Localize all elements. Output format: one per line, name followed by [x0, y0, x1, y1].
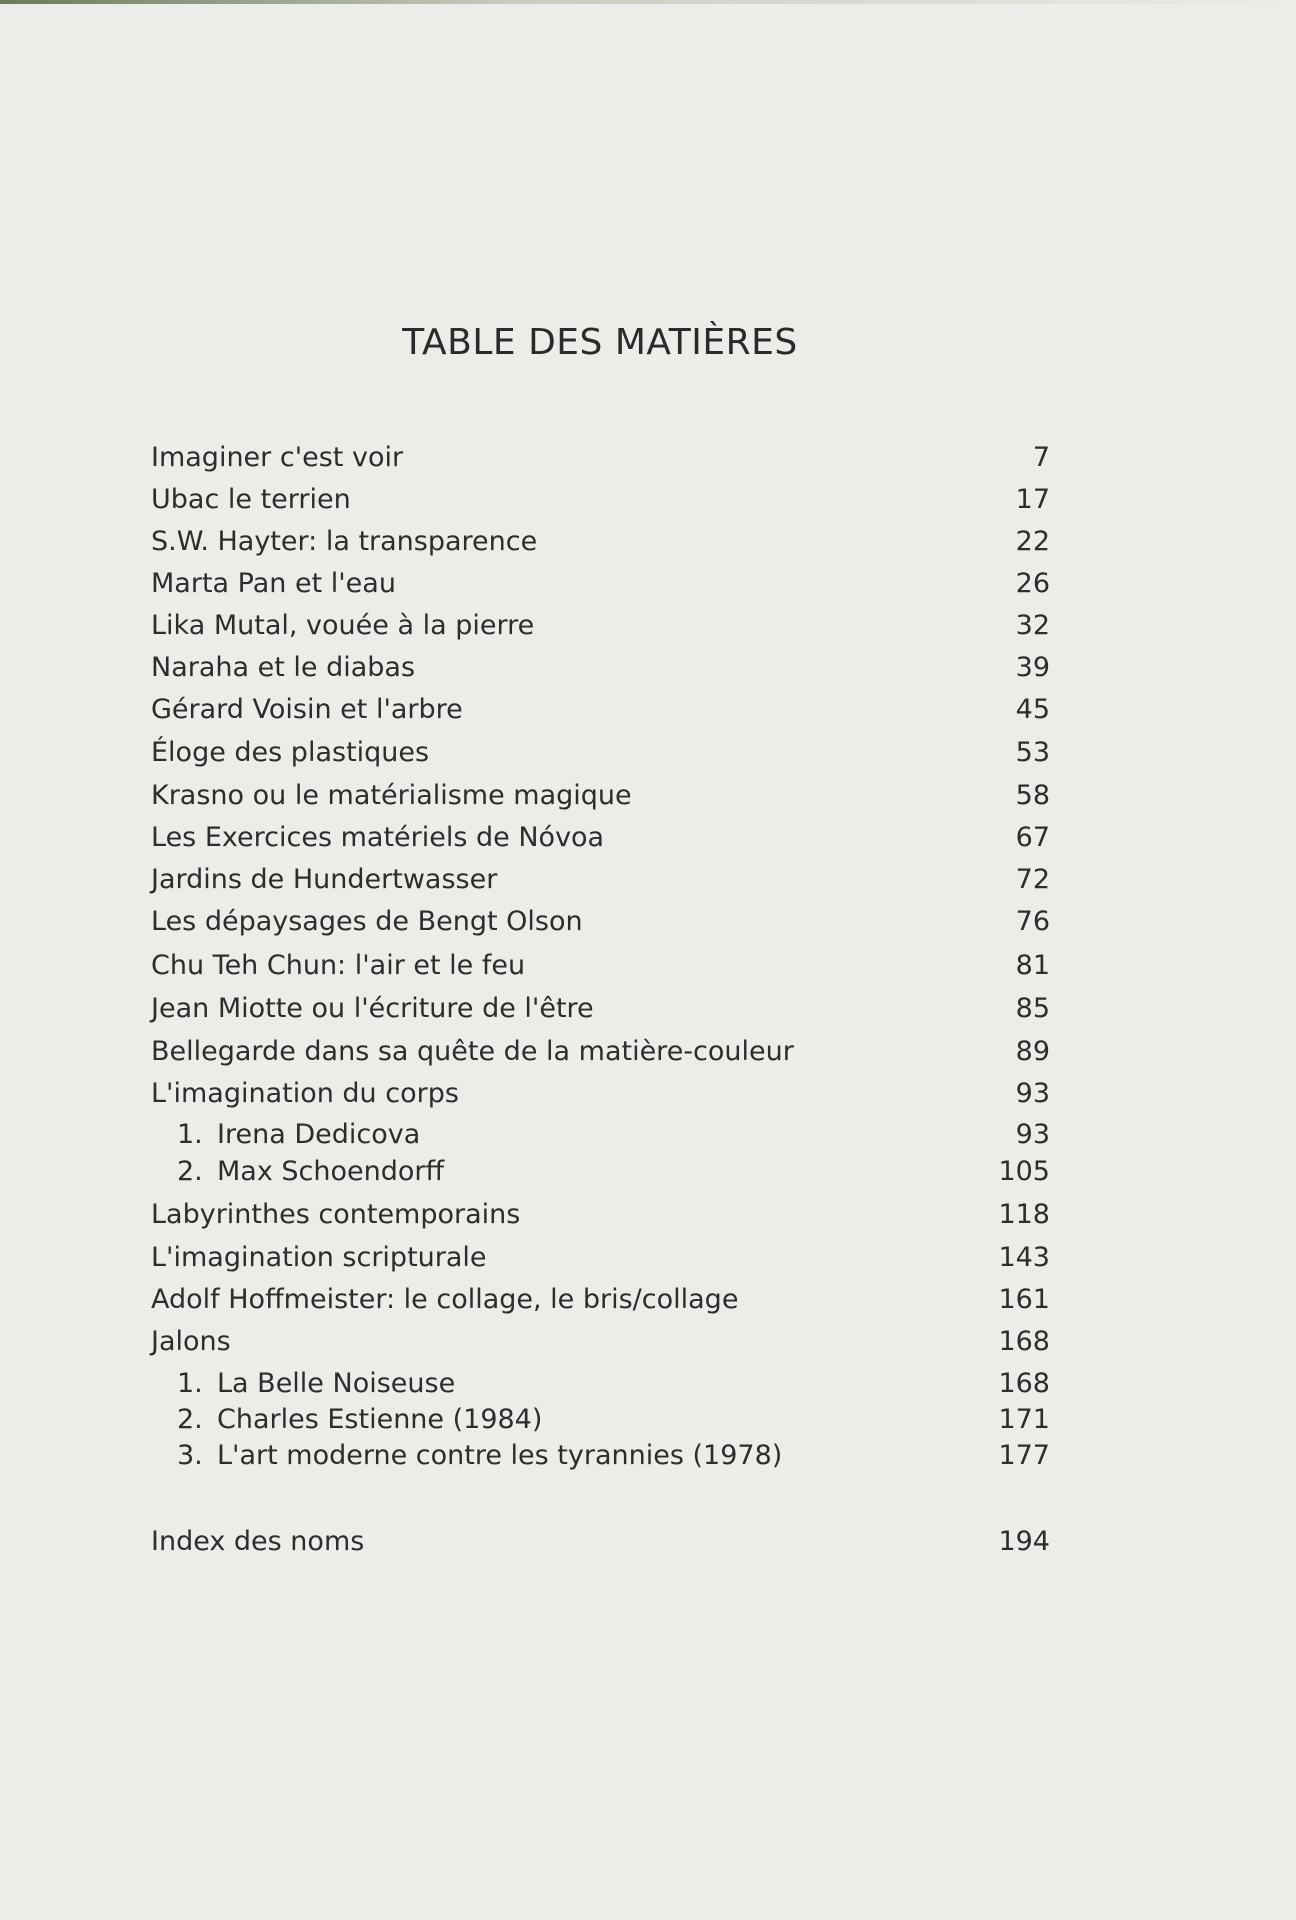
toc-entry-title: Ubac le terrien — [151, 484, 351, 515]
toc-entry[interactable] — [151, 1034, 1050, 1070]
toc-entry-page: 45 — [1015, 694, 1050, 725]
toc-entry[interactable] — [151, 1524, 1050, 1560]
toc-entry-page: 168 — [998, 1326, 1050, 1357]
toc-entry[interactable] — [151, 778, 1050, 814]
toc-entry-page: 39 — [1015, 652, 1050, 683]
toc-entry-title: Imaginer c'est voir — [151, 442, 404, 473]
toc-entry[interactable] — [151, 650, 1050, 686]
toc-entry-title: Labyrinthes contemporains — [151, 1199, 521, 1230]
toc-entry[interactable] — [151, 608, 1050, 644]
toc-entry[interactable] — [151, 948, 1050, 984]
toc-entry-title: Chu Teh Chun: l'air et le feu — [151, 950, 526, 981]
toc-entry-title: Index des noms — [151, 1526, 365, 1557]
toc-entry-page: 194 — [998, 1526, 1050, 1557]
toc-entry-title: Charles Estienne (1984) — [217, 1404, 543, 1435]
toc-entry-page: 143 — [998, 1242, 1050, 1273]
toc-entry[interactable] — [151, 524, 1050, 560]
page-title: TABLE DES MATIÈRES — [402, 322, 798, 363]
toc-entry[interactable] — [151, 692, 1050, 728]
toc-subentry-number: 1. — [177, 1368, 203, 1399]
toc-entry[interactable] — [151, 440, 1050, 476]
toc-entry-title: L'art moderne contre les tyrannies (1978) — [217, 1440, 783, 1471]
toc-entry-title: Naraha et le diabas — [151, 652, 416, 683]
toc-entry-title: Lika Mutal, vouée à la pierre — [151, 610, 535, 641]
toc-entry-title: Les dépaysages de Bengt Olson — [151, 906, 583, 937]
toc-entry[interactable] — [151, 1282, 1050, 1318]
toc-subentry-number: 2. — [177, 1404, 203, 1435]
toc-entry-title: Jardins de Hundertwasser — [151, 864, 498, 895]
toc-entry[interactable] — [151, 482, 1050, 518]
toc-entry-page: 67 — [1015, 822, 1050, 853]
toc-entry-title: Krasno ou le matérialisme magique — [151, 780, 632, 811]
toc-entry[interactable] — [151, 904, 1050, 940]
toc-entry-page: 58 — [1015, 780, 1050, 811]
toc-entry-page: 53 — [1015, 737, 1050, 768]
toc-entry-title: L'imagination du corps — [151, 1078, 459, 1109]
toc-entry-page: 85 — [1015, 993, 1050, 1024]
toc-entry-title: S.W. Hayter: la transparence — [151, 526, 538, 557]
toc-entry-title: Jalons — [151, 1326, 231, 1357]
toc-entry-page: 7 — [1032, 442, 1050, 473]
toc-entry-title: Bellegarde dans sa quête de la matière-couleur — [151, 1036, 794, 1067]
toc-entry-title: Jean Miotte ou l'écriture de l'être — [151, 993, 594, 1024]
toc-entry-page: 93 — [1015, 1078, 1050, 1109]
toc-entry-title: Max Schoendorff — [217, 1156, 445, 1187]
toc-entry-title: Irena Dedicova — [217, 1119, 421, 1150]
toc-entry-page: 89 — [1015, 1036, 1050, 1067]
toc-entry-page: 171 — [998, 1404, 1050, 1435]
toc-entry-page: 177 — [998, 1440, 1050, 1471]
toc-entry[interactable] — [151, 735, 1050, 771]
page-top-edge — [0, 0, 1296, 4]
toc-entry-page: 105 — [998, 1156, 1050, 1187]
toc-entry-title: L'imagination scripturale — [151, 1242, 487, 1273]
toc-entry-title: Les Exercices matériels de Nóvoa — [151, 822, 605, 853]
toc-entry-title: Marta Pan et l'eau — [151, 568, 396, 599]
toc-subentry[interactable] — [151, 1117, 1050, 1153]
toc-entry[interactable] — [151, 1324, 1050, 1360]
toc-subentry-number: 1. — [177, 1119, 203, 1150]
toc-subentry-number: 2. — [177, 1156, 203, 1187]
toc-entry[interactable] — [151, 1076, 1050, 1112]
toc-entry-page: 26 — [1015, 568, 1050, 599]
toc-entry[interactable] — [151, 820, 1050, 856]
toc-subentry[interactable] — [151, 1366, 1050, 1402]
toc-entry[interactable] — [151, 1197, 1050, 1233]
toc-entry-page: 22 — [1015, 526, 1050, 557]
toc-entry[interactable] — [151, 991, 1050, 1027]
toc-subentry[interactable] — [151, 1402, 1050, 1438]
toc-entry-title: Éloge des plastiques — [151, 737, 430, 768]
toc-entry-page: 17 — [1015, 484, 1050, 515]
toc-entry-title: Adolf Hoffmeister: le collage, le bris/collage — [151, 1284, 739, 1315]
toc-entry-title: La Belle Noiseuse — [217, 1368, 456, 1399]
toc-entry-page: 72 — [1015, 864, 1050, 895]
toc-entry-page: 32 — [1015, 610, 1050, 641]
toc-entry-page: 168 — [998, 1368, 1050, 1399]
toc-subentry[interactable] — [151, 1154, 1050, 1190]
toc-entry-title: Gérard Voisin et l'arbre — [151, 694, 463, 725]
toc-entry[interactable] — [151, 862, 1050, 898]
toc-entry-page: 93 — [1015, 1119, 1050, 1150]
toc-subentry[interactable] — [151, 1438, 1050, 1474]
toc-entry-page: 81 — [1015, 950, 1050, 981]
toc-subentry-number: 3. — [177, 1440, 203, 1471]
toc-entry-page: 161 — [998, 1284, 1050, 1315]
toc-entry[interactable] — [151, 1240, 1050, 1276]
toc-entry[interactable] — [151, 566, 1050, 602]
toc-entry-page: 118 — [998, 1199, 1050, 1230]
toc-entry-page: 76 — [1015, 906, 1050, 937]
